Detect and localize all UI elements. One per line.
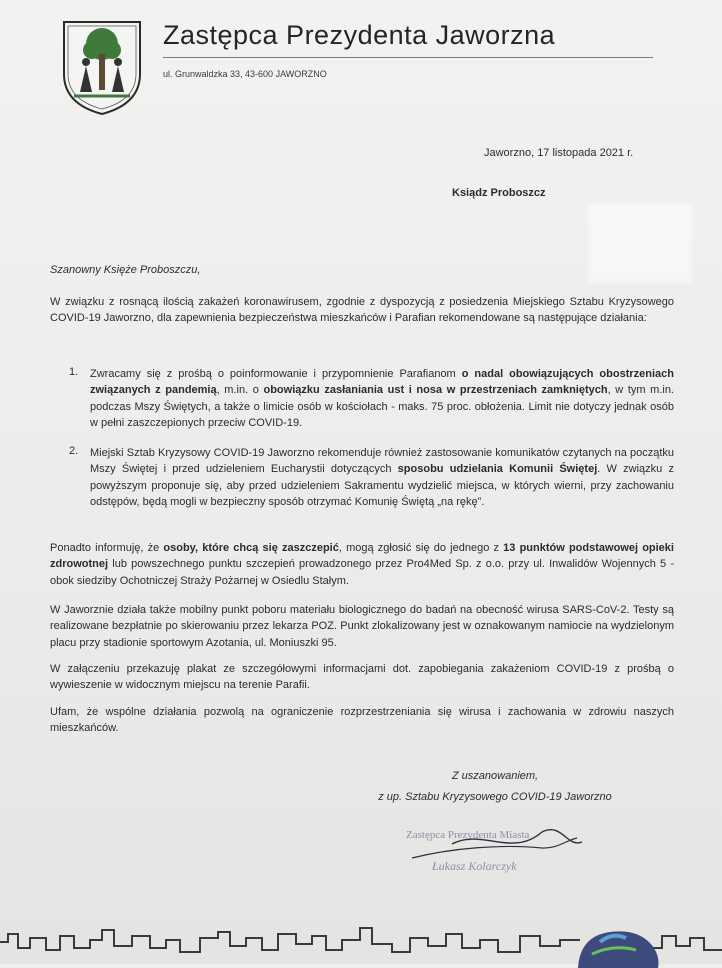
list-item-2-emphasis: sposobu udzielania Komunii Świętej: [397, 463, 598, 476]
closing-organization: z up. Sztabu Kryzysowego COVID-19 Jaworzno: [378, 791, 612, 803]
list-item-1-text-3: , w tym m.in. podczas Mszy Świętych, a także o limicie osób w kościołach - maks. 75 proc. obłożenia. Limit nie dotyczy jednak osób w pełni zaszczepionych przeciw COVID-19.: [90, 384, 674, 429]
intro-paragraph: W związku z rosnącą ilością zakażeń koronawirusem, zgodnie z dyspozycją z posiedzenia Miejskiego Sztabu Kryzysowego COVID-19 Jaworzno, dla zapewnienia bezpieczeństwa mieszkańców i Parafian rekomendowane są następujące działania:: [50, 296, 674, 325]
list-item-2: [90, 445, 674, 510]
closing-greeting: Z uszanowaniem,: [451, 770, 539, 782]
vaccination-emphasis-2: 13 punktów podstawowej opieki zdrowotnej: [50, 542, 674, 571]
footer-logo-icon: [570, 918, 670, 968]
list-item-number: 1.: [69, 366, 79, 378]
signature-stamp: [392, 818, 602, 888]
coat-of-arms-icon: [58, 18, 146, 116]
poster-paragraph: W załączeniu przekazuję plakat ze szczegółowymi informacjami dot. zapobiegania zakażeniom COVID-19 z prośbą o wywieszenie w widocznym miejscu na terenie Parafii.: [50, 663, 674, 692]
signature-block: [355, 766, 635, 808]
vaccination-emphasis: osoby, które chcą się zaszczepić: [163, 542, 339, 554]
stamp-title: Zastępca Prezydenta Miasta: [406, 829, 530, 841]
list-item-1: [90, 366, 674, 431]
list-item-2-text-2: . W związku z powyższym proponuje się, aby przed udzieleniem Sakramentu wydzielić miejsca, w których wierni, przy zachowaniu odstępów, będą mogli w bezpieczny sposób otrzymać Komunię Świętą „na rękę”.: [90, 463, 674, 508]
letterhead-address: ul. Grunwaldzka 33, 43-600 JAWORZNO: [163, 69, 327, 79]
vaccination-text-2: , mogą zgłosić się do jednego z: [338, 542, 504, 554]
list-item-1-emphasis: o nadal obowiązujących obostrzeniach związanych z pandemią: [90, 368, 674, 397]
list-item-1-text: Zwracamy się z prośbą o poinformowanie i przypomnienie Parafianom: [90, 368, 462, 380]
list-item-2-text: Miejski Sztab Kryzysowy COVID-19 Jaworzno rekomenduje również zastosowanie komunikatów czytanych na początku Mszy Świętej i przed udzieleniem Eucharystii dotyczących: [90, 447, 674, 476]
list-item-1-text-2: , m.in. o: [216, 384, 264, 397]
vaccination-text-3: lub powszechnego punktu szczepień prowadzonego przez Pro4Med Sp. z o.o. przy ul. Inwalidów Wojennych 5 - obok siedziby Ochotniczej Straży Pożarnej w Osiedlu Stałym.: [50, 558, 674, 587]
letterhead-title: Zastępca Prezydenta Jaworzna: [163, 20, 556, 50]
list-item-number: 2.: [69, 445, 79, 457]
letter-recipient: Ksiądz Proboszcz: [452, 187, 546, 199]
list-item-1-emphasis-2: obowiązku zasłaniania ust i nosa w przestrzeniach zamkniętych: [263, 384, 608, 397]
testing-paragraph: W Jaworznie działa także mobilny punkt poboru materiału biologicznego do badań na obecność wirusa SARS-CoV-2. Testy są realizowane bezpłatnie po skierowaniu przez lekarza POZ. Punkt zlokalizowany jest w oznakowanym namiocie na wydzielonym placu przy stadionie sportowym Azotania, ul. Moniuszki 95.: [50, 604, 674, 649]
redacted-area: [588, 204, 692, 282]
letter-date: Jaworzno, 17 listopada 2021 r.: [484, 147, 634, 159]
vaccination-paragraph: [50, 540, 674, 589]
closing-paragraph: Ufam, że wspólne działania pozwolą na ograniczenie rozprzestrzeniania się wirusa i zachowania w zdrowiu naszych mieszkańców.: [50, 706, 674, 735]
vaccination-text: Ponadto informuję, że: [50, 542, 164, 554]
stamp-name: Łukasz Kolarczyk: [432, 859, 517, 873]
salutation: Szanowny Księże Proboszczu,: [50, 264, 201, 276]
header-divider: [163, 57, 653, 58]
